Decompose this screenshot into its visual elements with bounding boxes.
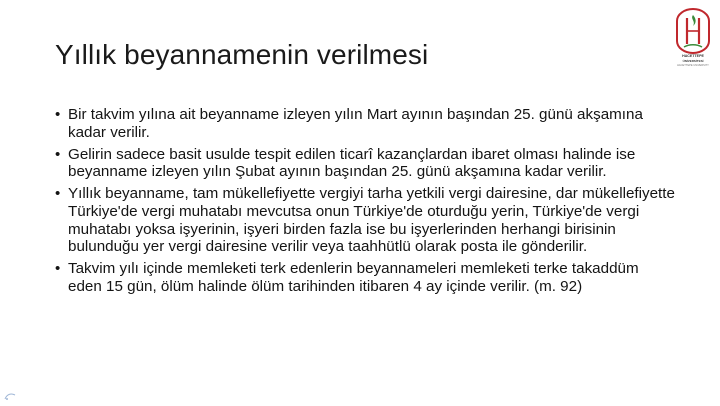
logo-name-line2: ÜNİVERSİTESİ	[682, 59, 704, 63]
bullet-item: • Yıllık beyanname, tam mükellefiyette vergiyi tarha yetkili vergi dairesine, dar mükellefiyette Türkiye'de vergi muhatabı mevcutsa onun Türkiye'de oturduğu yerin, Türkiye'de vergi muhatabı yoksa işyerinin, işyeri birden fazla ise bu işyerlerinden herhangi birisinin bulunduğu yer vergi dairesine verilir veya taahhütlü olarak posta ile gönderilir.	[55, 185, 675, 255]
logo-emblem	[674, 8, 712, 54]
bullet-list	[55, 106, 675, 300]
slide-corner-mark-icon	[4, 388, 16, 398]
slide-title: Yıllık beyannamenin verilmesi	[55, 39, 429, 70]
hacettepe-logo-icon	[674, 8, 712, 74]
logo-name-line3: HACETTEPE UNIVERSITY	[677, 64, 709, 67]
logo-name-line1: HACETTEPE	[682, 54, 704, 58]
bullet-item: • Takvim yılı içinde memleketi terk edenlerin beyannameleri memleketi terke takaddüm eden 15 gün, ölüm halinde ölüm tarihinden itibaren 4 ay içinde verilir. (m. 92)	[55, 260, 675, 295]
bullet-item: • Gelirin sadece basit usulde tespit edilen ticarî kazançlardan ibaret olması halinde ise beyanname izleyen yılın Şubat ayının başından 25. günü akşamına kadar verilir.	[55, 146, 675, 181]
bullet-item: • Bir takvim yılına ait beyanname izleyen yılın Mart ayının başından 25. günü akşamına kadar verilir.	[55, 106, 675, 141]
